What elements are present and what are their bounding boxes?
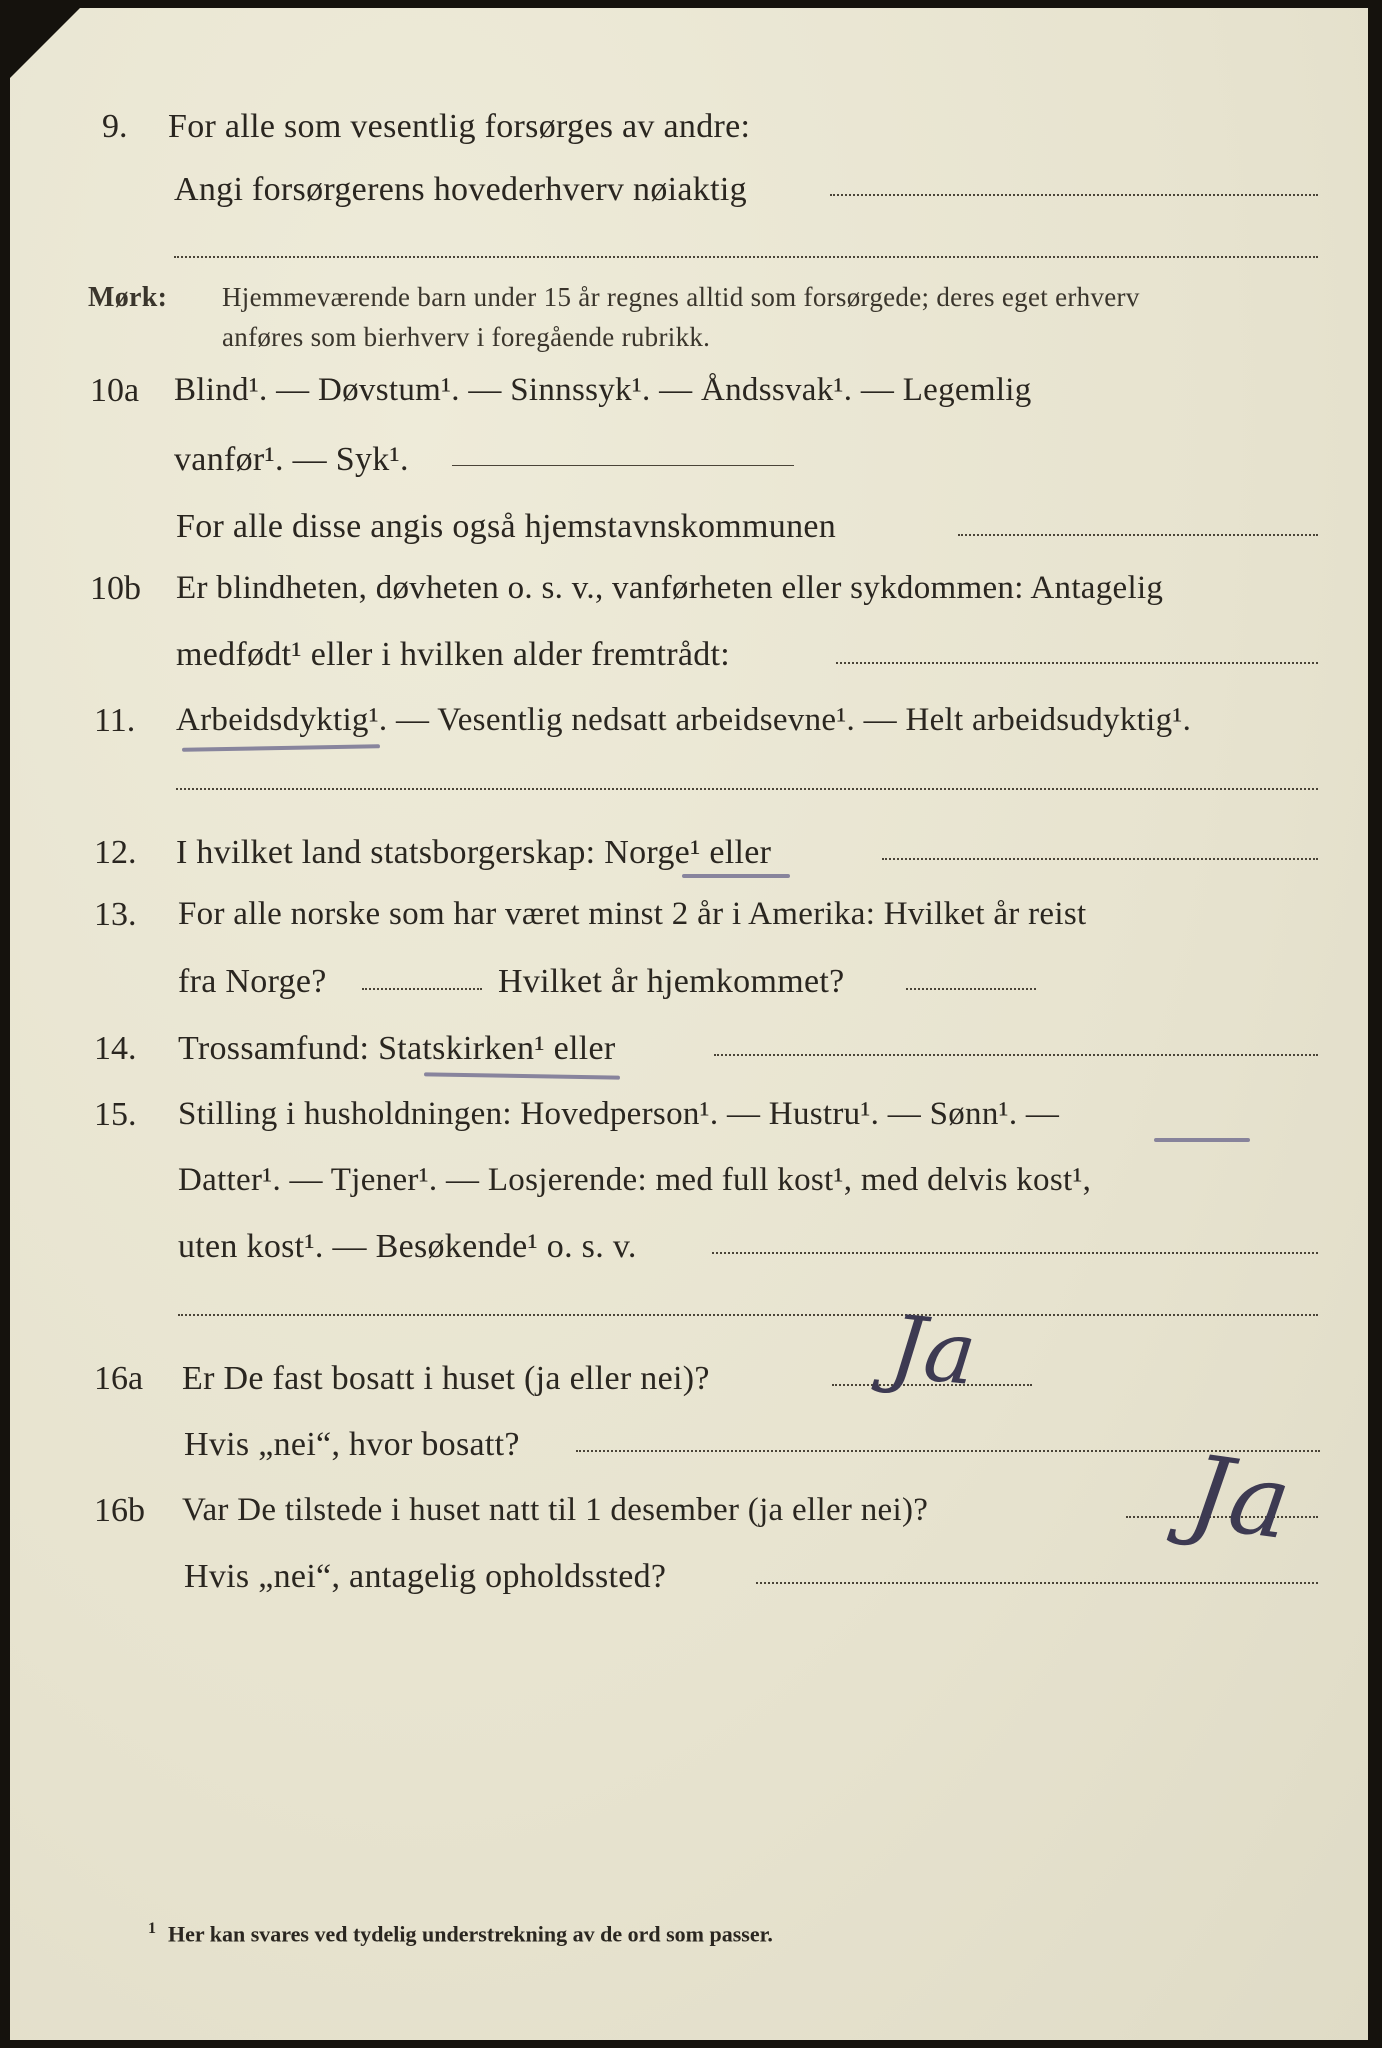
q9-number: 9. <box>102 108 128 145</box>
q16b-location-answer-line[interactable] <box>756 1582 1318 1584</box>
footnote-marker: 1 <box>148 1920 156 1937</box>
q15-answer-line[interactable] <box>712 1252 1318 1254</box>
q13-return-answer-line[interactable] <box>906 988 1036 990</box>
q16b-handwritten-answer: Ja <box>1182 1432 1298 1563</box>
q15-answer-line-2[interactable] <box>178 1314 1318 1316</box>
q16b-line2: Hvis „nei“, antagelig opholdssted? <box>184 1558 667 1595</box>
q16a-number: 16a <box>94 1360 144 1397</box>
q11-answer-line[interactable] <box>176 788 1318 790</box>
q12-line1: I hvilket land statsborgerskap: Norge¹ eller <box>176 834 772 871</box>
q10a-line3: For alle disse angis også hjemstavnskommunen <box>176 508 837 545</box>
q12-number: 12. <box>94 834 137 871</box>
footnote-text: Her kan svares ved tydelig understrekning av de ord som passer. <box>168 1921 773 1947</box>
q12-handwritten-underline <box>682 874 790 878</box>
q13-number: 13. <box>94 896 137 933</box>
q9-answer-line-2[interactable] <box>174 256 1318 258</box>
note-line1: Hjemmeværende barn under 15 år regnes alltid som forsørgede; deres eget erhverv <box>222 282 1140 312</box>
census-form-page <box>10 8 1368 2040</box>
q16b-number: 16b <box>94 1492 145 1529</box>
q16b-line1: Var De tilstede i huset natt til 1 desember (ja eller nei)? <box>182 1492 929 1528</box>
folded-corner <box>10 8 80 78</box>
q10a-home-answer-line[interactable] <box>958 534 1318 536</box>
q9-line1: For alle som vesentlig forsørges av andre: <box>168 108 751 145</box>
q13-departure-answer-line[interactable] <box>362 988 482 990</box>
q10a-answer-line[interactable] <box>452 465 794 466</box>
q16a-line1: Er De fast bosatt i huset (ja eller nei)? <box>182 1360 710 1397</box>
q13-line2b: Hvilket år hjemkommet? <box>498 963 845 1000</box>
q15-handwritten-underline <box>1154 1138 1250 1142</box>
q14-number: 14. <box>94 1030 137 1067</box>
q9-line2: Angi forsørgerens hovederhverv nøiaktig <box>174 171 747 208</box>
q10a-line2: vanfør¹. — Syk¹. <box>174 441 409 478</box>
q16a-line2: Hvis „nei“, hvor bosatt? <box>184 1426 520 1463</box>
q16a-handwritten-answer: Ja <box>885 1296 981 1406</box>
q12-answer-line[interactable] <box>882 858 1318 860</box>
q9-answer-line[interactable] <box>830 194 1318 196</box>
q14-answer-line[interactable] <box>714 1054 1318 1056</box>
footnote <box>148 1920 773 1947</box>
note-label: Mørk: <box>88 282 168 313</box>
q10b-line1: Er blindheten, døvheten o. s. v., vanførheten eller sykdommen: Antagelig <box>176 570 1164 606</box>
q11-number: 11. <box>94 702 136 739</box>
q10b-line2: medfødt¹ eller i hvilken alder fremtrådt: <box>176 636 731 673</box>
q13-line1: For alle norske som har været minst 2 år i Amerika: Hvilket år reist <box>178 896 1087 932</box>
q15-number: 15. <box>94 1096 137 1133</box>
q10b-number: 10b <box>90 570 141 607</box>
q11-handwritten-underline <box>182 744 380 751</box>
q10b-answer-line[interactable] <box>836 662 1318 664</box>
q14-line1: Trossamfund: Statskirken¹ eller <box>178 1030 616 1067</box>
q10a-line1: Blind¹. — Døvstum¹. — Sinnssyk¹. — Åndssvak¹. — Legemlig <box>174 372 1032 408</box>
q13-line2a: fra Norge? <box>178 963 327 1000</box>
q15-line1: Stilling i husholdningen: Hovedperson¹. — Hustru¹. — Sønn¹. — <box>178 1096 1060 1132</box>
note-block <box>88 282 167 314</box>
q10a-number: 10a <box>90 372 140 409</box>
q11-line1: Arbeidsdyktig¹. — Vesentlig nedsatt arbeidsevne¹. — Helt arbeidsudyktig¹. <box>176 702 1192 738</box>
q15-line3: uten kost¹. — Besøkende¹ o. s. v. <box>178 1228 637 1265</box>
q15-line2: Datter¹. — Tjener¹. — Losjerende: med full kost¹, med delvis kost¹, <box>178 1162 1092 1198</box>
q14-handwritten-underline <box>424 1072 620 1079</box>
note-line2: anføres som bierhverv i foregående rubrikk. <box>222 322 711 352</box>
